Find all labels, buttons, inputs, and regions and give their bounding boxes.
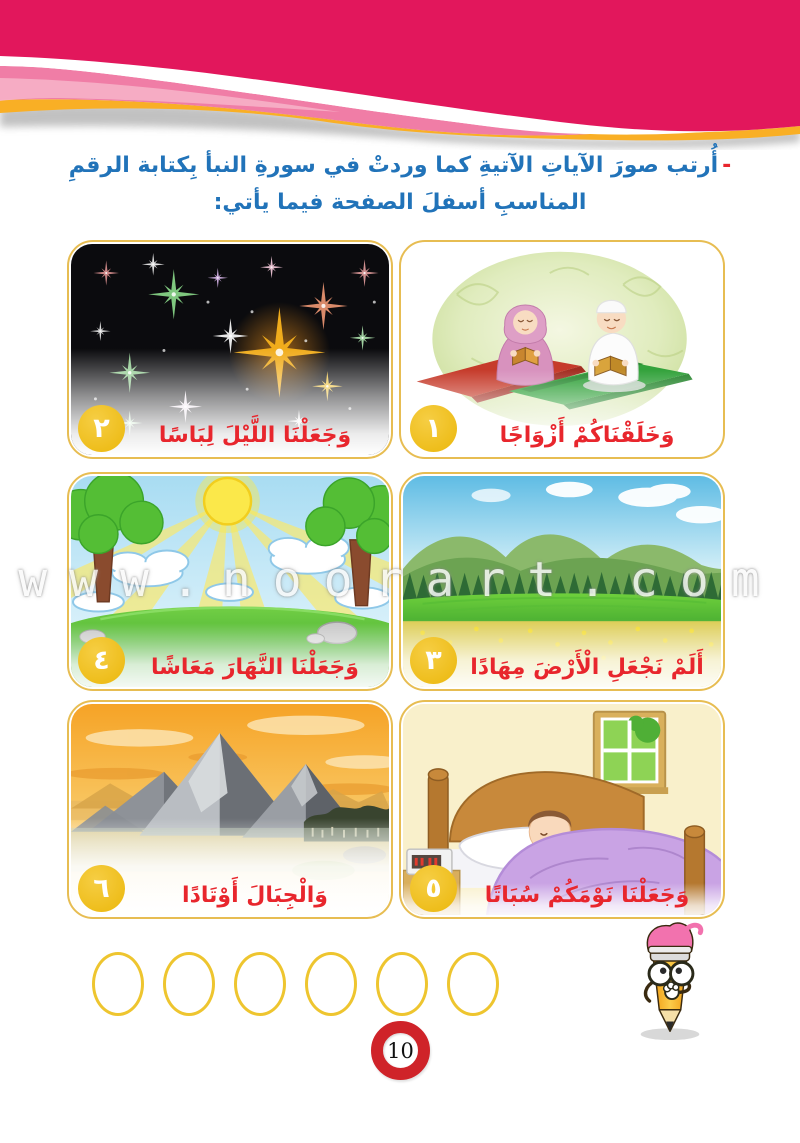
card-number-badge: ٣ <box>410 637 457 684</box>
card-number-badge: ٦ <box>78 865 125 912</box>
answer-slots-row <box>92 952 499 1016</box>
answer-slot-5[interactable] <box>376 952 428 1016</box>
card-caption: وَالْجِبَالَ أَوْتَادًا <box>182 883 328 908</box>
instruction-bullet: - <box>722 153 732 178</box>
header-wave-graphic <box>0 0 800 150</box>
card-2 <box>67 240 393 459</box>
card-number-badge: ٢ <box>78 405 125 452</box>
answer-slot-3[interactable] <box>234 952 286 1016</box>
answer-slot-1[interactable] <box>92 952 144 1016</box>
card-3 <box>399 472 725 691</box>
card-caption: وَجَعَلْنَا اللَّيْلَ لِبَاسًا <box>158 423 352 448</box>
card-caption: وَجَعَلْنَا نَوْمَكُمْ سُبَاتًا <box>484 883 690 908</box>
card-number-badge: ١ <box>410 405 457 452</box>
card-number-badge: ٥ <box>410 865 457 912</box>
card-5 <box>399 700 725 919</box>
pencil-mascot-icon <box>616 920 724 1042</box>
card-caption: أَلَمْ نَجْعَلِ الْأَرْضَ مِهَادًا <box>470 655 704 680</box>
answer-slot-6[interactable] <box>447 952 499 1016</box>
instruction-line-1: -أُرتب صورَ الآياتِ الآتيةِ كما وردتْ في سورةِ النبأ بِكتابة الرقمِ <box>68 153 732 178</box>
instruction-text <box>50 147 750 221</box>
page-number: 10 <box>387 1038 414 1063</box>
card-caption: وَخَلَقْنَاكُمْ أَزْوَاجًا <box>499 423 675 448</box>
card-caption: وَجَعَلْنَا النَّهَارَ مَعَاشًا <box>151 655 359 680</box>
card-6 <box>67 700 393 919</box>
card-4 <box>67 472 393 691</box>
watermark-text: www.noorart.com <box>18 552 782 608</box>
card-1 <box>399 240 725 459</box>
instruction-line-2: المناسبِ أسفلَ الصفحة فيما يأتي: <box>213 190 587 215</box>
answer-slot-4[interactable] <box>305 952 357 1016</box>
page-number-badge <box>371 1021 430 1080</box>
answer-slot-2[interactable] <box>163 952 215 1016</box>
header-wave-banner <box>0 0 800 150</box>
card-number-badge: ٤ <box>78 637 125 684</box>
